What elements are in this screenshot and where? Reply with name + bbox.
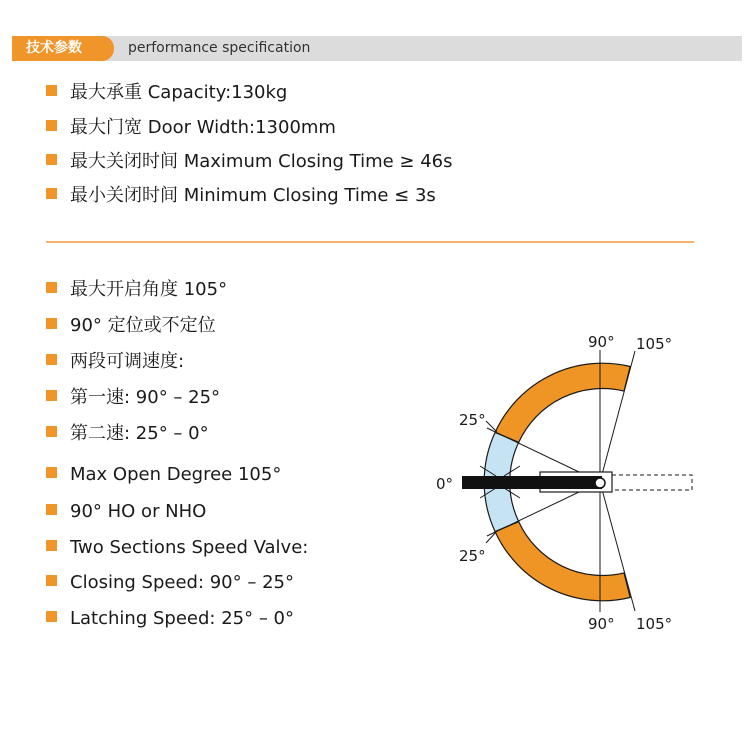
spec-text: 最大关闭时间 Maximum Closing Time ≥ 46s bbox=[70, 151, 453, 172]
closer-body-outline bbox=[612, 475, 692, 490]
closing-speed-zone-bottom bbox=[495, 522, 630, 601]
pivot-point bbox=[595, 478, 605, 488]
closing-speed-zone-top bbox=[495, 363, 630, 442]
label-90-top: 90° bbox=[588, 333, 615, 351]
closer-arm bbox=[462, 476, 602, 489]
label-90-bottom: 90° bbox=[588, 615, 615, 633]
spec-text: 最小关闭时间 Minimum Closing Time ≤ 3s bbox=[70, 185, 436, 206]
label-0-degree: 0° bbox=[436, 475, 454, 493]
spec-text: Max Open Degree 105° bbox=[70, 464, 282, 485]
spec-text: 最大开启角度 105° bbox=[70, 279, 228, 300]
header-subtitle: performance specification bbox=[128, 40, 311, 56]
spec-text: 第二速: 25° – 0° bbox=[70, 423, 209, 444]
spec-text: Latching Speed: 25° – 0° bbox=[70, 608, 294, 629]
spec-text: 第一速: 90° – 25° bbox=[70, 387, 221, 408]
spec-text: 最大门宽 Door Width:1300mm bbox=[70, 117, 336, 138]
label-25-top: 25° bbox=[459, 411, 486, 429]
label-25-bottom: 25° bbox=[459, 547, 486, 565]
leader-25-bottom bbox=[486, 531, 497, 543]
spec-text: 90° HO or NHO bbox=[70, 501, 207, 522]
header-tag-label: 技术参数 bbox=[26, 40, 82, 56]
label-105-bottom: 105° bbox=[636, 615, 673, 633]
spec-text: Two Sections Speed Valve: bbox=[70, 537, 309, 558]
spec-text: 最大承重 Capacity:130kg bbox=[70, 82, 288, 103]
spec-text: 两段可调速度: bbox=[70, 351, 185, 372]
spec-text: 90° 定位或不定位 bbox=[70, 315, 216, 336]
spec-text: Closing Speed: 90° – 25° bbox=[70, 572, 294, 593]
label-105-top: 105° bbox=[636, 335, 673, 353]
